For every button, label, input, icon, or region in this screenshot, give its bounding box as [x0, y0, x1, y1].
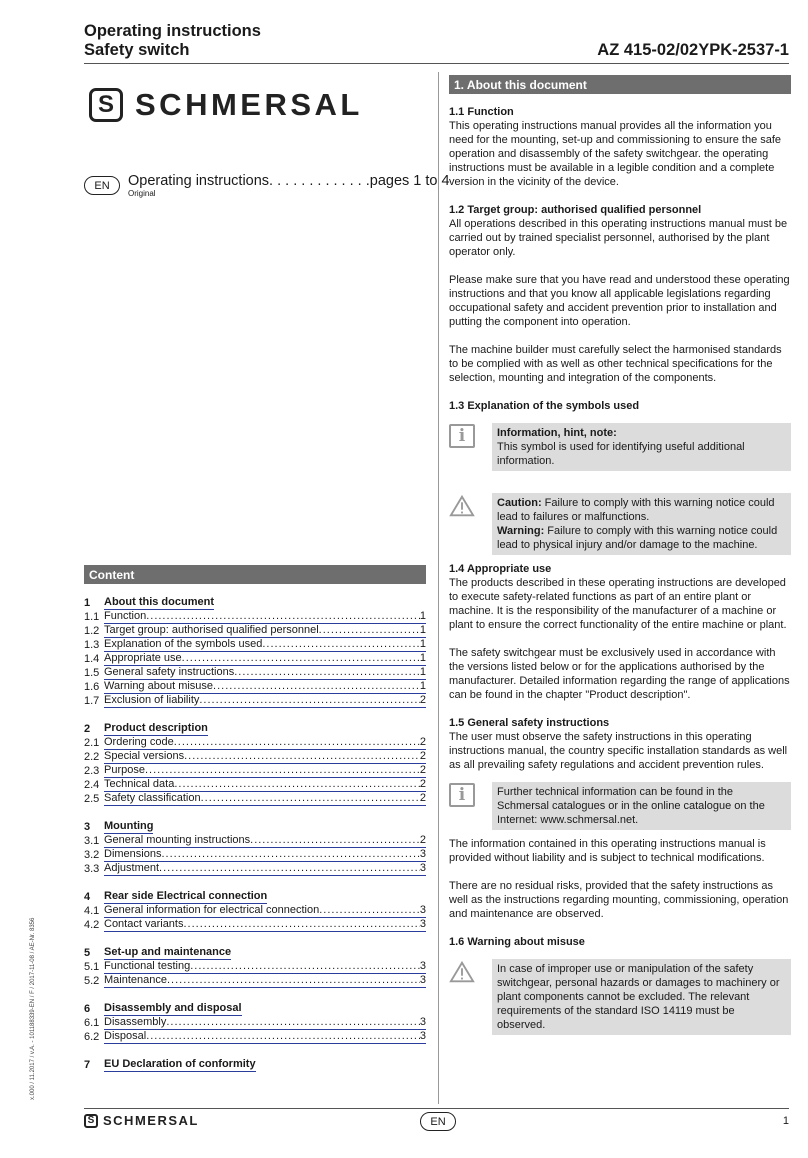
- toc-entry[interactable]: [84, 666, 426, 680]
- toc-entry-page: 1: [419, 638, 426, 650]
- toc-entry[interactable]: [84, 610, 426, 624]
- column-divider: [438, 72, 439, 1104]
- toc-entry-link[interactable]: [104, 680, 426, 694]
- toc-entry-label: Technical data: [104, 778, 175, 790]
- toc-entry-link[interactable]: [104, 1030, 426, 1044]
- toc-entry-label: Exclusion of liability: [104, 694, 200, 706]
- toc-entry-label: Special versions: [104, 750, 185, 762]
- toc-entry-page: 2: [419, 694, 426, 706]
- toc-section-number: 7: [84, 1059, 91, 1071]
- toc-entry-number: 1.1: [84, 611, 100, 623]
- toc-leader-dots: [319, 904, 420, 917]
- warning-text: Failure to comply with this warning notice could lead to physical injury and/or damage to the machine.: [497, 525, 778, 551]
- paragraph: This operating instructions manual provides all the information you need for the mounting, set-up and commissioning to ensure the safe operation and disassembly of the safety switchgear. the operating instructions must be available in a legible condition and a complete version in the vicinity of the device.: [449, 120, 782, 188]
- subsection-title: 1.1 Function: [449, 106, 514, 118]
- toc-section-number: 5: [84, 947, 91, 959]
- paragraph: All operations described in this operating instructions manual must be carried out by trained specialist personnel, authorised by the plant operator only.: [449, 218, 788, 258]
- toc-section-title[interactable]: [84, 890, 426, 904]
- info-note-text: Further technical information can be found in the Schmersal catalogues or in the online catalogue on the Internet: www.schmersal.net.: [492, 782, 791, 830]
- toc-entry-page: 3: [419, 904, 426, 916]
- toc-entry-link[interactable]: [104, 638, 426, 652]
- toc-entry-label: General information for electrical connection: [104, 904, 320, 916]
- toc-entry[interactable]: [84, 848, 426, 862]
- toc-entry-page: 3: [419, 848, 426, 860]
- footer-brand-name: SCHMERSAL: [103, 1113, 199, 1128]
- toc-section-title[interactable]: [84, 722, 426, 736]
- toc-leader-dots: [201, 792, 420, 805]
- toc-section: [84, 820, 426, 876]
- toc-entry-page: 2: [419, 778, 426, 790]
- toc-entry-number: 3.1: [84, 835, 100, 847]
- toc-entry-label: Warning about misuse: [104, 680, 214, 692]
- footer-language-badge: EN: [420, 1112, 456, 1131]
- toc-entry-label: Explanation of the symbols used: [104, 638, 263, 650]
- toc-leader-dots: [190, 960, 420, 973]
- toc-entry-number: 4.1: [84, 905, 100, 917]
- toc-section-title[interactable]: [84, 1002, 426, 1016]
- toc-leader-dots: [146, 1030, 420, 1043]
- toc-section-link[interactable]: EU Declaration of conformity: [104, 1058, 256, 1070]
- toc-entry-label: Ordering code: [104, 736, 174, 748]
- toc-section-title[interactable]: [84, 820, 426, 834]
- toc-entry-label: Disassembly: [104, 1016, 167, 1028]
- toc-entry-link[interactable]: [104, 974, 426, 988]
- title-line-1: Operating instructions: [84, 22, 261, 40]
- toc-section-number: 1: [84, 597, 91, 609]
- toc-entry-link[interactable]: [104, 764, 426, 778]
- toc-section-title[interactable]: [84, 1058, 426, 1072]
- toc-entry-page: 1: [419, 680, 426, 692]
- toc-entry-page: 3: [419, 960, 426, 972]
- toc-entry[interactable]: [84, 792, 426, 806]
- misuse-note-text: In case of improper use or manipulation of the safety switchgear, personal hazards or damages to machinery or plant components cannot be excluded. The relevant requirements of the standard ISO 14119 must be observed.: [492, 959, 791, 1035]
- subsection-title: 1.2 Target group: authorised qualified personnel: [449, 204, 702, 216]
- toc-entry-label: Disposal: [104, 1030, 147, 1042]
- toc-entry[interactable]: [84, 680, 426, 694]
- toc-entry-number: 2.3: [84, 765, 100, 777]
- toc-section-number: 3: [84, 821, 91, 833]
- toc-entry-number: 6.1: [84, 1017, 100, 1029]
- paragraph: The information contained in this operating instructions manual is provided without liability and is subject to technical modifications.: [449, 838, 766, 864]
- toc-section: [84, 1058, 426, 1072]
- product-code: AZ 415-02/02YPK-2537-1: [597, 41, 789, 59]
- toc-leader-dots: [182, 652, 420, 665]
- caution-text: Failure to comply with this warning notice could lead to failures or malfunctions.: [497, 497, 775, 523]
- info-note: [449, 782, 791, 830]
- info-note: [449, 423, 791, 471]
- toc-entry-label: Appropriate use: [104, 652, 182, 664]
- toc-leader-dots: [166, 1016, 420, 1029]
- toc-entry-label: Function: [104, 610, 147, 622]
- warning-note: [449, 493, 791, 555]
- toc-leader-dots: [167, 974, 420, 987]
- toc-section-link[interactable]: About this document: [104, 596, 214, 608]
- toc-entry-number: 6.2: [84, 1031, 100, 1043]
- schmersal-logo-icon: S: [89, 88, 123, 122]
- toc-entry-link[interactable]: [104, 918, 426, 932]
- toc-leader-dots: [161, 848, 419, 861]
- paragraph: The products described in these operating instructions are developed to execute safety-related functions as part of an entire plant or machine. It is the responsibility of the manufacturer of a machine or plant to ensure the correct functionality of the entire machine or plant.: [449, 577, 787, 631]
- section-heading: 1. About this document: [449, 75, 791, 94]
- toc-entry-label: Purpose: [104, 764, 145, 776]
- toc-entry-label: General mounting instructions: [104, 834, 251, 846]
- header-divider: [84, 63, 789, 64]
- toc-entry-number: 1.2: [84, 625, 100, 637]
- toc-entry-page: 3: [419, 974, 426, 986]
- document-code: x.000 / 11.2017 / v.A. - 101188339-EN / F / 2017-11-08 / AE-Nr. 8356: [30, 917, 36, 1100]
- warning-note: [449, 959, 791, 1035]
- toc-section-title[interactable]: [84, 946, 426, 960]
- toc-entry-number: 2.2: [84, 751, 100, 763]
- document-pages-line: Operating instructions. . . . . . . . . . . . .pages 1 to 4: [128, 173, 450, 189]
- subsection-title: 1.6 Warning about misuse: [449, 936, 585, 948]
- caution-label: Caution:: [497, 497, 542, 509]
- toc-entry-label: Maintenance: [104, 974, 167, 986]
- toc-entry[interactable]: [84, 974, 426, 988]
- paragraph: Please make sure that you have read and understood these operating instructions and that you know all applicable legislations regarding occupational safety and accident prevention prior to installation and putting the component into operation.: [449, 274, 790, 328]
- toc-entry[interactable]: [84, 764, 426, 778]
- toc-entry-label: Contact variants: [104, 918, 184, 930]
- toc-leader-dots: [250, 834, 420, 847]
- toc-entry-page: 3: [419, 1016, 426, 1028]
- toc-section-link[interactable]: Mounting: [104, 820, 154, 832]
- toc-entry-page: 1: [419, 624, 426, 636]
- warning-label: Warning:: [497, 525, 545, 537]
- toc-entry-number: 1.4: [84, 653, 100, 665]
- toc-leader-dots: [174, 736, 420, 749]
- toc-entry-number: 3.2: [84, 849, 100, 861]
- toc-entry[interactable]: [84, 778, 426, 792]
- toc-entry[interactable]: [84, 834, 426, 848]
- toc-entry-label: General safety instructions: [104, 666, 235, 678]
- toc-entry-page: 2: [419, 792, 426, 804]
- toc-entry-page: 2: [419, 750, 426, 762]
- toc-leader-dots: [184, 750, 420, 763]
- body-column: [449, 75, 791, 1035]
- toc-section-link[interactable]: Rear side Electrical connection: [104, 890, 268, 902]
- document-title: [84, 22, 261, 60]
- toc-entry-page: 2: [419, 736, 426, 748]
- toc-entry-number: 1.3: [84, 639, 100, 651]
- toc-entry-link[interactable]: [104, 750, 426, 764]
- toc-entry-label: Dimensions: [104, 848, 162, 860]
- toc-entry-link[interactable]: [104, 960, 426, 974]
- toc-section: [84, 946, 426, 988]
- footer-divider: [84, 1108, 789, 1109]
- contents-heading: Content: [84, 565, 426, 584]
- toc-section-link[interactable]: Disassembly and disposal: [104, 1002, 242, 1014]
- brand-name: SCHMERSAL: [135, 87, 363, 122]
- paragraph: The safety switchgear must be exclusively used in accordance with the versions listed below or for the applications authorised by the manufacturer. Detailed information regarding the range of applications can be found in the chapter "Product description".: [449, 647, 790, 701]
- footer-logo: [84, 1113, 199, 1128]
- toc-leader-dots: [145, 764, 420, 777]
- toc-entry-link[interactable]: [104, 624, 426, 638]
- toc-entry-number: 5.2: [84, 975, 100, 987]
- toc-entry-number: 1.6: [84, 681, 100, 693]
- title-line-2: Safety switch: [84, 41, 190, 59]
- subsection-title: 1.4 Appropriate use: [449, 563, 552, 575]
- toc-leader-dots: [146, 610, 420, 623]
- toc-leader-dots: [174, 778, 420, 791]
- toc-entry-number: 3.3: [84, 863, 100, 875]
- toc-entry-page: 2: [419, 834, 426, 846]
- toc-leader-dots: [262, 638, 420, 651]
- original-label: Original: [128, 189, 156, 198]
- toc-entry-number: 1.5: [84, 667, 100, 679]
- toc-entry-link[interactable]: [104, 778, 426, 792]
- toc-section-link[interactable]: Set-up and maintenance: [104, 946, 232, 958]
- brand-logo: [89, 87, 363, 123]
- toc-entry-link[interactable]: [104, 666, 426, 680]
- toc-section: [84, 596, 426, 708]
- toc-leader-dots: [213, 680, 420, 693]
- toc-entry[interactable]: [84, 736, 426, 750]
- toc-entry-link[interactable]: [104, 694, 426, 708]
- toc-entry-number: 2.5: [84, 793, 100, 805]
- warning-triangle-icon: [449, 494, 475, 518]
- toc-entry-page: 1: [419, 652, 426, 664]
- schmersal-logo-icon: S: [84, 1114, 98, 1128]
- toc-section: [84, 1002, 426, 1044]
- info-note-title: Information, hint, note:: [497, 427, 617, 439]
- toc-entry-number: 2.1: [84, 737, 100, 749]
- toc-leader-dots: [199, 694, 420, 707]
- page-number: 1: [782, 1115, 789, 1127]
- toc-entry-link[interactable]: [104, 862, 426, 876]
- toc-entry-page: 3: [419, 918, 426, 930]
- subsection-title: 1.5 General safety instructions: [449, 717, 610, 729]
- toc-section: [84, 890, 426, 932]
- toc-section-link[interactable]: Product description: [104, 722, 208, 734]
- toc-entry-number: 5.1: [84, 961, 100, 973]
- toc-entry-link[interactable]: [104, 904, 426, 918]
- toc-entry[interactable]: [84, 918, 426, 932]
- toc-section: [84, 722, 426, 806]
- table-of-contents: [84, 596, 426, 1086]
- toc-section-title[interactable]: [84, 596, 426, 610]
- toc-leader-dots: [319, 624, 420, 637]
- toc-section-number: 4: [84, 891, 91, 903]
- toc-entry-label: Safety classification: [104, 792, 201, 804]
- toc-entry-link[interactable]: [104, 610, 426, 624]
- toc-section-number: 2: [84, 723, 91, 735]
- toc-entry-link[interactable]: [104, 652, 426, 666]
- toc-leader-dots: [234, 666, 420, 679]
- toc-entry-link[interactable]: [104, 736, 426, 750]
- toc-entry[interactable]: [84, 652, 426, 666]
- toc-entry[interactable]: [84, 960, 426, 974]
- toc-leader-dots: [183, 918, 419, 931]
- info-icon: i: [449, 783, 475, 807]
- toc-entry-page: 1: [419, 666, 426, 678]
- toc-leader-dots: [159, 862, 420, 875]
- toc-entry-label: Functional testing: [104, 960, 191, 972]
- toc-entry-link[interactable]: [104, 1016, 426, 1030]
- toc-entry[interactable]: [84, 1016, 426, 1030]
- toc-entry[interactable]: [84, 904, 426, 918]
- language-badge: EN: [84, 176, 120, 195]
- toc-entry-page: 3: [419, 1030, 426, 1042]
- toc-entry[interactable]: [84, 1030, 426, 1044]
- toc-entry-number: 2.4: [84, 779, 100, 791]
- toc-entry-page: 3: [419, 862, 426, 874]
- toc-entry[interactable]: [84, 624, 426, 638]
- toc-entry[interactable]: [84, 750, 426, 764]
- toc-entry-label: Adjustment: [104, 862, 160, 874]
- toc-entry[interactable]: [84, 638, 426, 652]
- toc-entry-number: 1.7: [84, 695, 100, 707]
- toc-entry-number: 4.2: [84, 919, 100, 931]
- warning-triangle-icon: [449, 960, 475, 984]
- toc-entry-label: Target group: authorised qualified personnel: [104, 624, 319, 636]
- toc-entry-link[interactable]: [104, 834, 426, 848]
- paragraph: The machine builder must carefully select the harmonised standards to be complied with as well as other technical specifications for the selection, mounting and integration of the components.: [449, 344, 782, 384]
- toc-entry-page: 2: [419, 764, 426, 776]
- toc-entry[interactable]: [84, 694, 426, 708]
- paragraph: The user must observe the safety instructions in this operating instructions manual, the country specific installation standards as well as all prevailing safety regulations and accident prevention rules.: [449, 731, 788, 771]
- toc-entry-page: 1: [419, 610, 426, 622]
- toc-section-number: 6: [84, 1003, 91, 1015]
- info-icon: i: [449, 424, 475, 448]
- info-note-text: This symbol is used for identifying useful additional information.: [497, 441, 745, 467]
- paragraph: There are no residual risks, provided that the safety instructions as well as the instructions regarding mounting, commissioning, operation and maintenance are observed.: [449, 880, 789, 920]
- toc-entry-link[interactable]: [104, 848, 426, 862]
- toc-entry-link[interactable]: [104, 792, 426, 806]
- toc-entry[interactable]: [84, 862, 426, 876]
- subsection-title: 1.3 Explanation of the symbols used: [449, 400, 640, 412]
